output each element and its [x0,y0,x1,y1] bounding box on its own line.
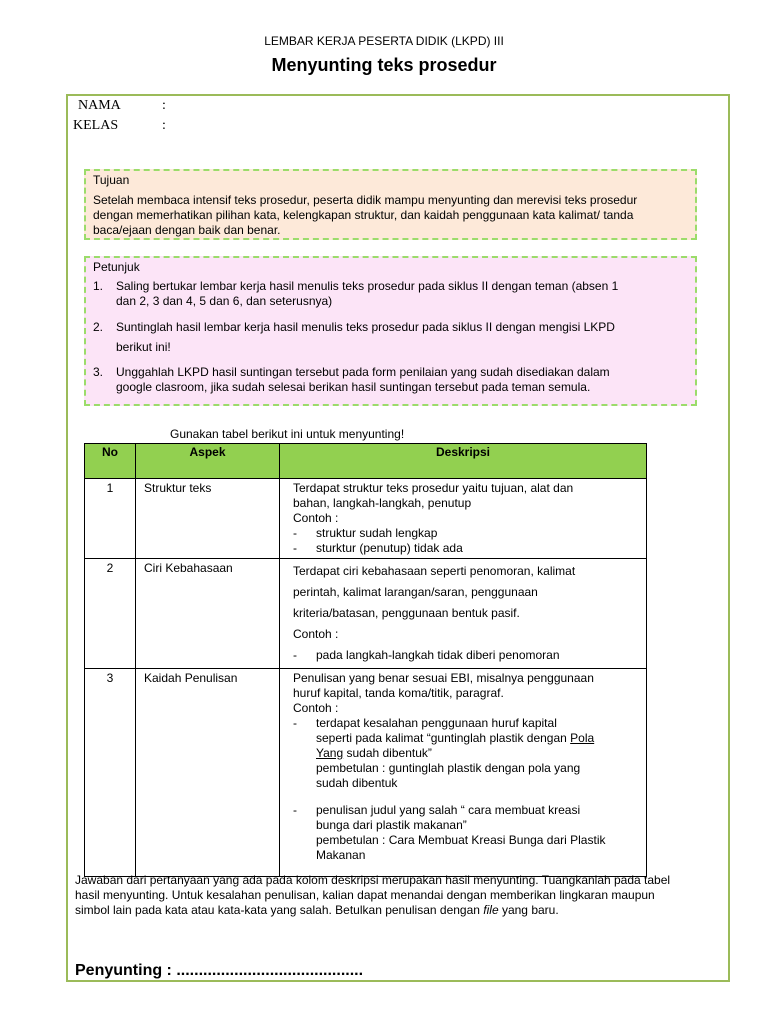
petunjuk-list [93,279,688,395]
closing-text: simbol lain pada kata atau kata-kata yang salah. Betulkan penulisan dengan [75,903,484,917]
cell-aspek: Kaidah Penulisan [136,669,280,877]
bullet-item: - struktur sudah lengkap [293,526,438,540]
tujuan-line: dengan memerhatikan pilihan kata, kelengkapan struktur, dan kaidah penggunaan kata kalimat/ tanda [93,208,634,222]
name-colon: : [162,98,166,113]
bullet-text: Makanan [316,848,366,862]
bullet-text: pembetulan : Cara Membuat Kreasi Bunga dari Plastik [316,833,606,847]
item-number: 1. [93,279,104,293]
document-title: Menyunting teks prosedur [271,55,497,75]
cell-no: 1 [85,479,136,559]
item-line: google clasroom, jika sudah selesai berikan hasil suntingan tersebut pada teman semula. [116,380,591,394]
bullet-text: pada langkah-langkah tidak diberi penomoran [316,648,560,662]
editing-table [84,443,647,877]
item-line: berikut ini! [116,340,171,354]
bullet-item: - penulisan judul yang salah “ cara membuat kreasi bunga dari plastik makanan” pembetulan : Cara Membuat Kreasi Bunga dari Plastik Makanan [293,803,606,862]
petunjuk-item [93,317,688,357]
table-row [85,669,647,877]
bullet-text: sudah dibentuk” [343,746,432,760]
tujuan-box [84,169,697,240]
tujuan-line: baca/ejaan dengan baik dan benar. [93,223,281,237]
closing-line: hasil menyunting. Untuk kesalahan penulisan, kalian dapat menandai dengan memberikan lingkaran maupun [75,888,655,902]
cell-deskripsi [280,669,647,877]
bullet-item: - terdapat kesalahan penggunaan huruf kapital seperti pada kalimat “guntinglah plastik dengan Pola Yang sudah dibentuk” pembetulan : guntinglah plastik dengan pola yang sudah dibentuk [293,716,595,790]
header-deskripsi: Deskripsi [280,444,647,479]
desc-line: huruf kapital, tanda koma/titik, paragraf. [293,686,504,700]
cell-aspek: Struktur teks [136,479,280,559]
closing-line [75,903,725,918]
tujuan-title: Tujuan [93,173,130,187]
item-line: Suntinglah hasil lembar kerja hasil menulis teks prosedur pada siklus II dengan mengisi LKPD [116,320,615,334]
bullet-item: - pada langkah-langkah tidak diberi penomoran [293,645,642,666]
item-line: Unggahlah LKPD hasil suntingan tersebut pada form penilaian yang sudah disediakan dalam [116,365,610,379]
error-word: Yang [316,746,344,760]
table-row [85,479,647,559]
cell-no: 2 [85,559,136,669]
header-aspek: Aspek [136,444,280,479]
closing-paragraph [75,873,725,918]
closing-italic: file [483,903,499,917]
table-row [85,559,647,669]
table-header-row [85,444,647,479]
bullet-text: sudah dibentuk [316,776,398,790]
cell-no: 3 [85,669,136,877]
petunjuk-box [84,256,697,406]
name-label: NAMA [78,98,121,113]
bullet-item: - sturktur (penutup) tidak ada [293,541,463,555]
class-label: KELAS [73,118,119,133]
bullet-text: pembetulan : guntinglah plastik dengan pola yang [316,761,581,775]
bullet-text: sturktur (penutup) tidak ada [316,541,463,555]
tujuan-line: Setelah membaca intensif teks prosedur, peserta didik mampu menyunting dan merevisi teks prosedur [93,193,638,207]
closing-line: Jawaban dari pertanyaan yang ada pada kolom deskripsi merupakan hasil menyunting. Tuangkanlah pada tabel [75,873,671,887]
desc-line: perintah, kalimat larangan/saran, penggunaan [293,585,538,599]
item-line: dan 2, 3 dan 4, 5 dan 6, dan seterusnya) [116,294,333,308]
bullet-text: penulisan judul yang salah “ cara membuat kreasi [316,803,581,817]
cell-deskripsi [280,559,647,669]
item-number: 3. [93,365,104,379]
signature-dots: .......................................... [171,962,364,979]
desc-line: bahan, langkah-langkah, penutup [293,496,472,510]
signature-line [75,962,363,980]
signature-label: Penyunting : [75,962,172,979]
petunjuk-item [93,365,688,395]
table-caption: Gunakan tabel berikut ini untuk menyunting! [170,427,405,441]
bullet-text: terdapat kesalahan penggunaan huruf kapital [316,716,557,730]
desc-line: Terdapat struktur teks prosedur yaitu tujuan, alat dan [293,481,574,495]
header-no: No [85,444,136,479]
desc-line: Terdapat ciri kebahasaan seperti penomoran, kalimat [293,564,576,578]
desc-line: Contoh : [293,627,339,641]
cell-aspek: Ciri Kebahasaan [136,559,280,669]
bullet-text: bunga dari plastik makanan” [316,818,467,832]
document-subtitle: LEMBAR KERJA PESERTA DIDIK (LKPD) III [264,34,504,48]
desc-line: kriteria/batasan, penggunaan bentuk pasif. [293,606,520,620]
desc-line: Contoh : [293,701,339,715]
error-word: Pola [570,731,595,745]
desc-line: Contoh : [293,511,339,525]
class-colon: : [162,118,166,133]
cell-deskripsi [280,479,647,559]
item-line: Saling bertukar lembar kerja hasil menulis teks prosedur pada siklus II dengan teman (absen 1 [116,279,619,293]
desc-line: Penulisan yang benar sesuai EBI, misalnya penggunaan [293,671,594,685]
closing-text: yang baru. [498,903,559,917]
petunjuk-item [93,279,688,309]
petunjuk-title: Petunjuk [93,260,140,274]
item-number: 2. [93,320,104,334]
bullet-text: struktur sudah lengkap [316,526,438,540]
bullet-text: seperti pada kalimat “guntinglah plastik dengan [316,731,571,745]
